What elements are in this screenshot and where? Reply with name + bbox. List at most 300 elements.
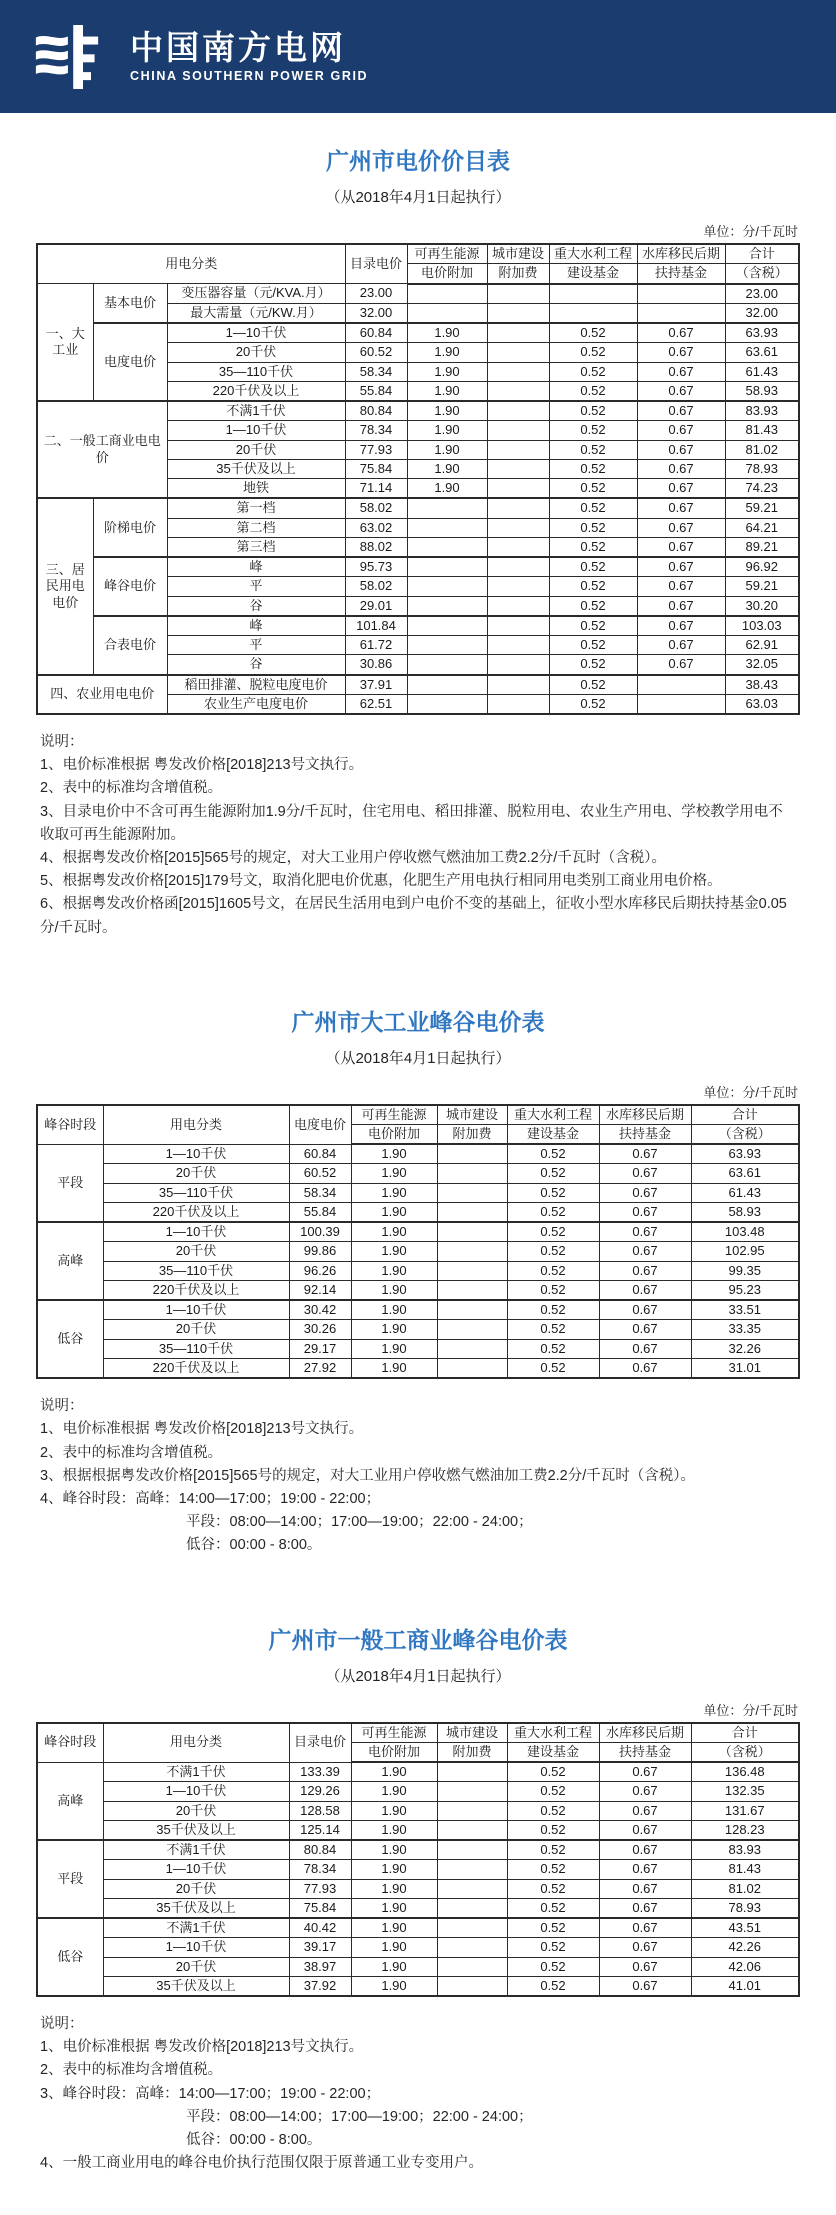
table-cell (549, 284, 637, 304)
table-row (37, 675, 799, 695)
table-cell: 0.52 (549, 459, 637, 478)
table-row (37, 1860, 799, 1879)
table-cell: 0.67 (637, 479, 725, 499)
table-cell: 78.34 (289, 1860, 351, 1879)
table-cell: 20千伏 (103, 1242, 289, 1261)
table-cell: 1.90 (407, 362, 487, 381)
col-renewable-sub: 电价附加 (407, 264, 487, 284)
table-cell: 60.84 (345, 323, 407, 343)
table-cell: 0.52 (549, 479, 637, 499)
note-line: 5、根据粤发改价格[2015]179号文，取消化肥电价优惠，化肥生产用电执行相同用电类别工商业用电价格。 (40, 873, 722, 890)
table-cell (437, 1280, 507, 1300)
table-cell: 0.67 (599, 1183, 691, 1202)
general-commercial-peak-valley-section (36, 1622, 800, 2176)
table-cell: 81.43 (691, 1860, 799, 1879)
table1-body (37, 284, 799, 715)
table-cell: 60.52 (289, 1164, 351, 1183)
table-cell (437, 1782, 507, 1801)
table-cell: 75.84 (289, 1898, 351, 1918)
table-row (37, 1801, 799, 1820)
table-cell: 35—110千伏 (167, 362, 345, 381)
table-cell (437, 1164, 507, 1183)
table-cell (407, 577, 487, 596)
table-row (37, 323, 799, 343)
table-cell: 第三档 (167, 537, 345, 557)
col-city: 城市建设 (487, 244, 549, 264)
table-cell: 60.84 (289, 1144, 351, 1164)
table-cell: 96.92 (725, 557, 799, 577)
table-cell: 0.52 (549, 498, 637, 518)
table-cell (437, 1840, 507, 1860)
table-cell: 平 (167, 577, 345, 596)
table-row (37, 1762, 799, 1782)
table-cell: 88.02 (345, 537, 407, 557)
table-cell: 35—110千伏 (103, 1183, 289, 1202)
table-cell: 1.90 (407, 479, 487, 499)
col-reservoir-sub: 扶持基金 (599, 1124, 691, 1144)
table-cell: 1.90 (407, 421, 487, 440)
table2-notes (40, 1395, 796, 1557)
table-cell: 77.93 (289, 1879, 351, 1898)
table-cell: 0.52 (549, 577, 637, 596)
table-cell: 42.06 (691, 1957, 799, 1976)
table-cell: 0.52 (507, 1957, 599, 1976)
table-cell: 0.52 (507, 1202, 599, 1222)
table-cell: 0.67 (599, 1898, 691, 1918)
table-cell: 0.67 (599, 1840, 691, 1860)
table-row (37, 1164, 799, 1183)
table-cell (487, 343, 549, 362)
table-cell: 58.93 (725, 381, 799, 401)
table-cell: 1.90 (351, 1801, 437, 1820)
table-cell (437, 1762, 507, 1782)
table-cell: 58.93 (691, 1202, 799, 1222)
col-city: 城市建设 (437, 1105, 507, 1125)
table-cell: 1.90 (351, 1782, 437, 1801)
table-cell: 59.21 (725, 577, 799, 596)
table-cell: 0.67 (599, 1918, 691, 1938)
table-cell: 0.52 (507, 1222, 599, 1242)
table-cell: 0.52 (549, 323, 637, 343)
table-cell: 0.52 (507, 1782, 599, 1801)
table-cell: 0.52 (549, 537, 637, 557)
table-cell: 稻田排灌、脱粒电度电价 (167, 675, 345, 695)
col-total: 合计 (725, 244, 799, 264)
table-cell: 0.67 (599, 1144, 691, 1164)
table-cell: 0.52 (549, 381, 637, 401)
col-city-sub: 附加费 (487, 264, 549, 284)
table-cell: 0.52 (507, 1918, 599, 1938)
table-cell: 35千伏及以上 (103, 1820, 289, 1840)
table-cell (437, 1202, 507, 1222)
table-cell: 81.43 (725, 421, 799, 440)
large-industry-peak-valley-section (36, 1004, 800, 1558)
table-cell: 128.23 (691, 1820, 799, 1840)
col-water: 重大水利工程 (549, 244, 637, 264)
table-cell: 不满1千伏 (103, 1918, 289, 1938)
table-cell: 0.67 (599, 1938, 691, 1957)
brand-name-en: CHINA SOUTHERN POWER GRID (130, 68, 369, 83)
table-cell: 0.52 (549, 694, 637, 714)
table-cell: 1—10千伏 (103, 1144, 289, 1164)
table-cell: 63.02 (345, 518, 407, 537)
table-cell: 峰 (167, 616, 345, 636)
table-row (37, 616, 799, 636)
table-cell (487, 498, 549, 518)
table-cell: 0.67 (637, 636, 725, 655)
col-total: 合计 (691, 1105, 799, 1125)
table-cell: 60.52 (345, 343, 407, 362)
table-row (37, 1358, 799, 1378)
table-cell: 1—10千伏 (103, 1300, 289, 1320)
table-cell (549, 303, 637, 323)
table-cell: 20千伏 (103, 1879, 289, 1898)
table-cell: 74.23 (725, 479, 799, 499)
table-cell: 39.17 (289, 1938, 351, 1957)
table-cell: 0.52 (507, 1860, 599, 1879)
table-row (37, 1320, 799, 1339)
table-cell: 1—10千伏 (103, 1782, 289, 1801)
table-cell: 30.26 (289, 1320, 351, 1339)
table-cell: 40.42 (289, 1918, 351, 1938)
note-line: 2、表中的标准均含增值税。 (40, 1444, 223, 1461)
table-cell: 不满1千伏 (103, 1840, 289, 1860)
col-renewable-sub: 电价附加 (351, 1124, 437, 1144)
notes-lines (40, 2036, 796, 2175)
table-cell: 0.67 (637, 440, 725, 459)
table-cell: 37.91 (345, 675, 407, 695)
table-cell (487, 557, 549, 577)
table-cell: 0.67 (637, 577, 725, 596)
table-cell (437, 1320, 507, 1339)
table-cell: 0.67 (599, 1339, 691, 1358)
table-cell: 0.52 (507, 1280, 599, 1300)
table-row (37, 1976, 799, 1996)
section-label-cell: 阶梯电价 (93, 498, 167, 557)
section-label-cell: 合表电价 (93, 616, 167, 675)
section-label-cell: 高峰 (37, 1222, 103, 1300)
note-line: 1、电价标准根据 粤发改价格[2018]213号文执行。 (40, 2039, 364, 2056)
table1-title: 广州市电价价目表 (326, 148, 510, 174)
table-row (37, 1957, 799, 1976)
table-row (37, 1183, 799, 1202)
table-row (37, 401, 799, 421)
table-row (37, 557, 799, 577)
section-label-cell: 峰谷电价 (93, 557, 167, 616)
col-renewable: 可再生能源 (351, 1723, 437, 1743)
table3-title: 广州市一般工商业峰谷电价表 (268, 1626, 568, 1653)
table-cell: 0.67 (637, 381, 725, 401)
table-cell: 平 (167, 636, 345, 655)
table-cell: 0.52 (507, 1358, 599, 1378)
table-cell: 132.35 (691, 1782, 799, 1801)
table-cell: 1.90 (351, 1339, 437, 1358)
col-renewable-sub: 电价附加 (351, 1742, 437, 1762)
table-cell (487, 518, 549, 537)
table-row (37, 1938, 799, 1957)
table-cell (487, 284, 549, 304)
table-cell: 第二档 (167, 518, 345, 537)
table-cell: 第一档 (167, 498, 345, 518)
table-cell: 63.61 (725, 343, 799, 362)
table-cell: 0.52 (549, 596, 637, 616)
table-cell: 0.67 (599, 1860, 691, 1879)
table-cell: 0.67 (637, 537, 725, 557)
col-period: 峰谷时段 (37, 1105, 103, 1145)
table-cell: 35千伏及以上 (167, 459, 345, 478)
table-cell: 不满1千伏 (103, 1762, 289, 1782)
table-cell: 99.35 (691, 1261, 799, 1280)
table1-subtitle: （从2018年4月1日起执行） (325, 189, 511, 206)
table-cell: 1.90 (351, 1320, 437, 1339)
table-cell: 0.67 (599, 1202, 691, 1222)
table-cell (487, 694, 549, 714)
table-cell: 63.03 (725, 694, 799, 714)
table-cell: 1—10千伏 (103, 1222, 289, 1242)
table-cell: 61.72 (345, 636, 407, 655)
table1-notes (40, 731, 796, 940)
table-row (37, 1300, 799, 1320)
table-cell: 0.52 (507, 1320, 599, 1339)
table-cell: 0.52 (507, 1762, 599, 1782)
note-line: 2、表中的标准均含增值税。 (40, 780, 223, 797)
table-cell: 80.84 (289, 1840, 351, 1860)
table-cell (407, 518, 487, 537)
table-cell: 1.90 (351, 1202, 437, 1222)
table-cell (407, 636, 487, 655)
table-cell: 27.92 (289, 1358, 351, 1378)
price-table-2 (36, 1104, 800, 1380)
table-cell: 77.93 (345, 440, 407, 459)
table-cell (407, 498, 487, 518)
table-cell: 0.52 (507, 1300, 599, 1320)
page-content (36, 143, 800, 2215)
table-cell (437, 1957, 507, 1976)
table-row (37, 1782, 799, 1801)
table-cell (487, 479, 549, 499)
col-city-sub: 附加费 (437, 1742, 507, 1762)
table-cell: 0.52 (507, 1144, 599, 1164)
table-cell: 0.52 (549, 401, 637, 421)
table-cell (437, 1879, 507, 1898)
table-cell: 1.90 (351, 1144, 437, 1164)
table-cell (487, 440, 549, 459)
table-cell: 1.90 (407, 401, 487, 421)
table-row (37, 1918, 799, 1938)
table-cell (407, 596, 487, 616)
note-line: 1、电价标准根据 粤发改价格[2018]213号文执行。 (40, 1421, 364, 1438)
table-cell: 63.93 (725, 323, 799, 343)
table-cell: 38.97 (289, 1957, 351, 1976)
table3-notes (40, 2013, 796, 2175)
table-cell: 0.67 (599, 1957, 691, 1976)
col-water-sub: 建设基金 (507, 1742, 599, 1762)
col-water: 重大水利工程 (507, 1723, 599, 1743)
top-banner (0, 0, 836, 113)
table-cell: 1.90 (407, 343, 487, 362)
table-cell: 20千伏 (103, 1320, 289, 1339)
col-city: 城市建设 (437, 1723, 507, 1743)
col-category: 用电分类 (103, 1105, 289, 1145)
section-label-cell: 低谷 (37, 1300, 103, 1378)
note-line: 低谷：00:00 - 8:00。 (186, 2131, 322, 2148)
table-cell (437, 1801, 507, 1820)
table-cell: 不满1千伏 (167, 401, 345, 421)
section-label-cell: 二、一般工商业电电价 (37, 401, 167, 498)
notes-lines (40, 1418, 796, 1557)
csg-logo (34, 25, 368, 89)
table-cell (437, 1976, 507, 1996)
table-cell: 1.90 (351, 1976, 437, 1996)
table-cell: 59.21 (725, 498, 799, 518)
table-cell: 1.90 (351, 1183, 437, 1202)
table-cell: 0.52 (549, 440, 637, 459)
table-cell: 0.67 (637, 343, 725, 362)
table-cell: 1.90 (351, 1879, 437, 1898)
table-row (37, 1144, 799, 1164)
table-cell: 0.67 (599, 1782, 691, 1801)
table-cell: 0.67 (599, 1261, 691, 1280)
table-cell (437, 1242, 507, 1261)
table-cell: 103.48 (691, 1222, 799, 1242)
table-cell: 0.67 (599, 1320, 691, 1339)
table-cell: 58.02 (345, 577, 407, 596)
table-cell: 0.67 (637, 323, 725, 343)
table-cell (437, 1183, 507, 1202)
table-cell: 64.21 (725, 518, 799, 537)
table-cell: 0.52 (507, 1898, 599, 1918)
table-cell: 33.35 (691, 1320, 799, 1339)
table2-unit-label: 单位：分/千瓦时 (703, 1084, 798, 1100)
table-cell (407, 537, 487, 557)
table-cell: 0.52 (507, 1840, 599, 1860)
table-cell: 1.90 (351, 1762, 437, 1782)
table-cell: 0.52 (549, 636, 637, 655)
notes-label: 说明： (40, 2016, 84, 2032)
table-cell: 0.52 (549, 655, 637, 675)
table2-subtitle: （从2018年4月1日起执行） (325, 1049, 511, 1067)
table-cell (437, 1938, 507, 1957)
table-cell: 0.52 (507, 1242, 599, 1261)
table-cell: 0.67 (637, 401, 725, 421)
table-cell (487, 636, 549, 655)
table-cell: 58.34 (289, 1183, 351, 1202)
table-cell: 23.00 (345, 284, 407, 304)
table-cell (637, 284, 725, 304)
table-row (37, 284, 799, 304)
table-cell (437, 1820, 507, 1840)
table-cell: 20千伏 (167, 343, 345, 362)
table-cell: 78.34 (345, 421, 407, 440)
table-cell: 61.43 (725, 362, 799, 381)
note-line: 4、峰谷时段：高峰：14:00—17:00；19:00 - 22:00； (40, 1490, 381, 1507)
table-row (37, 498, 799, 518)
note-line: 3、根据根据粤发改价格[2015]565号的规定，对大工业用户停收燃气燃油加工费2.2分/千瓦时（含税）。 (40, 1467, 696, 1484)
table-cell: 75.84 (345, 459, 407, 478)
section-label-cell: 平段 (37, 1144, 103, 1222)
table-cell: 35千伏及以上 (103, 1898, 289, 1918)
table-row (37, 1222, 799, 1242)
table-cell: 变压器容量（元/KVA.月） (167, 284, 345, 304)
table-cell: 20千伏 (103, 1801, 289, 1820)
table-cell: 0.52 (507, 1879, 599, 1898)
table-cell (407, 675, 487, 695)
table-row (37, 1840, 799, 1860)
table-cell: 35千伏及以上 (103, 1976, 289, 1996)
table-cell: 37.92 (289, 1976, 351, 1996)
col-energy-price: 电度电价 (289, 1105, 351, 1145)
notes-lines (40, 754, 796, 940)
table-cell (437, 1860, 507, 1879)
note-line: 4、根据粤发改价格[2015]565号的规定，对大工业用户停收燃气燃油加工费2.2分/千瓦时（含税）。 (40, 849, 667, 866)
table-cell: 89.21 (725, 537, 799, 557)
table-cell: 1.90 (351, 1358, 437, 1378)
table-cell: 0.52 (549, 616, 637, 636)
table-cell: 0.67 (637, 557, 725, 577)
table-cell: 0.52 (549, 675, 637, 695)
table-cell: 0.67 (599, 1976, 691, 1996)
table-cell: 0.67 (599, 1820, 691, 1840)
table2-header (37, 1105, 799, 1145)
section-label-cell: 四、农业用电电价 (37, 675, 167, 715)
table-cell: 0.52 (507, 1801, 599, 1820)
table-cell: 136.48 (691, 1762, 799, 1782)
table-cell: 1—10千伏 (103, 1938, 289, 1957)
table-cell: 38.43 (725, 675, 799, 695)
table-cell: 95.23 (691, 1280, 799, 1300)
table-cell: 0.52 (549, 421, 637, 440)
table-cell: 61.43 (691, 1183, 799, 1202)
table-row (37, 1820, 799, 1840)
table-cell: 0.67 (599, 1222, 691, 1242)
table-cell: 30.86 (345, 655, 407, 675)
table-cell: 220千伏及以上 (167, 381, 345, 401)
table-cell: 地铁 (167, 479, 345, 499)
table-cell (437, 1300, 507, 1320)
table-cell: 0.67 (599, 1801, 691, 1820)
table-cell: 0.52 (507, 1938, 599, 1957)
table-cell (437, 1358, 507, 1378)
table-cell: 125.14 (289, 1820, 351, 1840)
table-cell: 129.26 (289, 1782, 351, 1801)
table-cell (407, 694, 487, 714)
table-cell: 63.61 (691, 1164, 799, 1183)
table-cell: 33.51 (691, 1300, 799, 1320)
table-cell (487, 381, 549, 401)
table-cell: 81.02 (691, 1879, 799, 1898)
col-total-sub: （含税） (691, 1742, 799, 1762)
table-row (37, 1261, 799, 1280)
table-cell (487, 537, 549, 557)
table-cell: 1.90 (351, 1938, 437, 1957)
table-cell (407, 303, 487, 323)
section-label-cell: 三、居民用电电价 (37, 498, 93, 674)
col-list-price: 目录电价 (289, 1723, 351, 1763)
table-cell: 29.01 (345, 596, 407, 616)
col-reservoir-sub: 扶持基金 (637, 264, 725, 284)
table-cell: 20千伏 (103, 1164, 289, 1183)
section-label-cell: 基本电价 (93, 284, 167, 324)
col-reservoir: 水库移民后期 (637, 244, 725, 264)
table-cell: 63.93 (691, 1144, 799, 1164)
table-cell: 83.93 (691, 1840, 799, 1860)
table-cell: 102.95 (691, 1242, 799, 1261)
col-total-sub: （含税） (725, 264, 799, 284)
table-cell: 0.52 (507, 1976, 599, 1996)
table-cell: 95.73 (345, 557, 407, 577)
note-line: 4、一般工商业用电的峰谷电价执行范围仅限于原普通工业专变用户。 (40, 2155, 484, 2172)
table-cell: 1.90 (351, 1898, 437, 1918)
